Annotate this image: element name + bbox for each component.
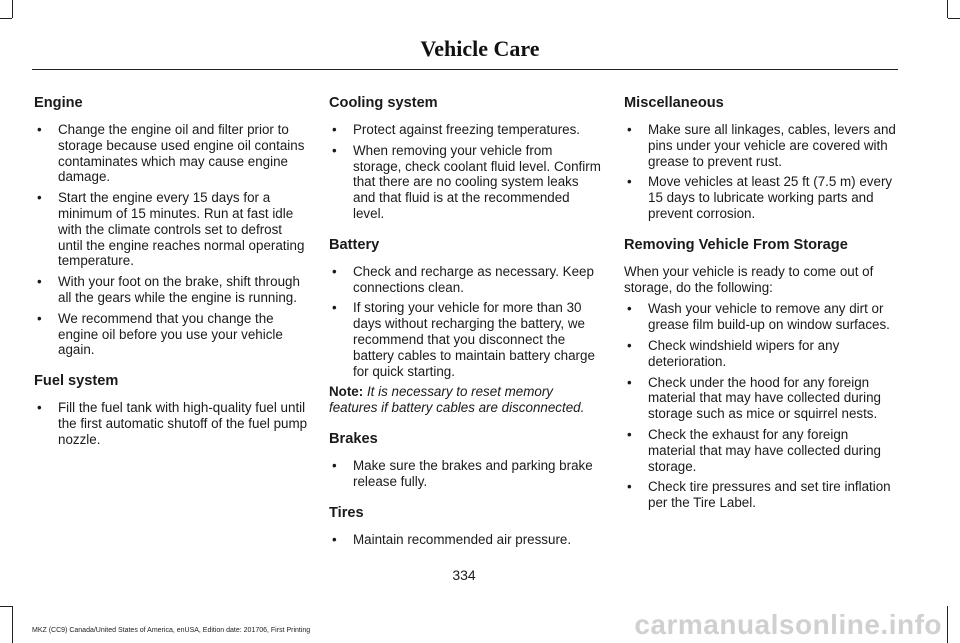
- list-item: [34, 311, 308, 358]
- battery-note: [329, 384, 603, 416]
- list-item: [329, 532, 603, 548]
- crop-mark-bottom-left-vertical: [12, 606, 13, 643]
- bullet-glyph: •: [627, 426, 632, 442]
- list-item-text: Check tire pressures and set tire inflation per the Tire Label.: [648, 479, 891, 511]
- note-text: It is necessary to reset memory features if battery cables are disconnected.: [329, 384, 585, 416]
- list-item: [34, 122, 308, 185]
- page-title: Vehicle Care: [420, 36, 540, 61]
- column-2: [329, 92, 603, 552]
- bullet-glyph: •: [332, 531, 337, 547]
- bullet-glyph: •: [627, 174, 632, 190]
- crop-mark-top-left-vertical: [12, 0, 13, 18]
- list-item: [624, 122, 898, 169]
- column-1: [34, 92, 308, 453]
- crop-mark-bottom-right-vertical: [947, 606, 948, 643]
- list-item-text: Protect against freezing temperatures.: [353, 122, 581, 137]
- bullet-glyph: •: [627, 301, 632, 317]
- note-label: Note:: [329, 384, 364, 400]
- removing-list: [624, 301, 898, 511]
- bullet-glyph: •: [332, 263, 337, 279]
- list-item: [34, 274, 308, 306]
- list-item: [34, 400, 308, 447]
- list-item-text: Maintain recommended air pressure.: [353, 531, 572, 547]
- list-item: [624, 427, 898, 474]
- list-item: [624, 338, 898, 370]
- list-item-text: When removing your vehicle from storage, check coolant fluid level. Confirm that there are no cooling system leaks and that fluid is at the recommended level.: [353, 142, 601, 221]
- bullet-glyph: •: [627, 479, 632, 495]
- section-heading-removing-from-storage: Removing Vehicle From Storage: [624, 236, 848, 253]
- bullet-glyph: •: [37, 190, 42, 206]
- list-item: [329, 143, 603, 222]
- list-item: [34, 190, 308, 269]
- list-item-text: Fill the fuel tank with high-quality fuel until the first automatic shutoff of the fuel pump nozzle.: [58, 400, 308, 447]
- bullet-glyph: •: [627, 122, 632, 137]
- list-item-text: Make sure all linkages, cables, levers and pins under your vehicle are covered with grease to prevent rust.: [648, 122, 896, 169]
- page-number: 334: [452, 567, 476, 583]
- list-item: [624, 479, 898, 511]
- crop-mark-top-left-horizontal: [0, 18, 12, 19]
- list-item-text: Check under the hood for any foreign material that may have collected during storage such as mice or squirrel nests.: [648, 374, 881, 422]
- section-heading-miscellaneous: Miscellaneous: [624, 95, 724, 111]
- list-item: [329, 264, 603, 296]
- bullet-glyph: •: [627, 337, 632, 353]
- brakes-list: [329, 458, 603, 490]
- bullet-glyph: •: [37, 122, 42, 137]
- engine-list: [34, 122, 308, 358]
- list-item: [624, 174, 898, 221]
- list-item-text: We recommend that you change the engine oil before you use your vehicle again.: [58, 310, 283, 358]
- tires-list: [329, 532, 603, 548]
- section-heading-fuel-system: Fuel system: [34, 373, 119, 390]
- list-item-text: Check and recharge as necessary. Keep connections clean.: [353, 263, 594, 295]
- list-item-text: Check the exhaust for any foreign material that may have collected during storage.: [648, 426, 881, 474]
- list-item-text: Wash your vehicle to remove any dirt or grease film build-up on window surfaces.: [648, 301, 890, 333]
- bullet-glyph: •: [37, 310, 42, 326]
- section-heading-cooling-system: Cooling system: [329, 95, 438, 111]
- bullet-glyph: •: [332, 122, 337, 137]
- column-3: [624, 92, 898, 516]
- watermark: carmanualsonline.info: [634, 609, 942, 640]
- crop-mark-top-right-vertical: [947, 0, 948, 18]
- list-item-text: Start the engine every 15 days for a minimum of 15 minutes. Run at fast idle with the climate controls set to defrost until the engine reaches normal operating temperature.: [58, 190, 305, 269]
- header-rule: [32, 69, 898, 70]
- edition-footer: MKZ (CC9) Canada/United States of America, enUSA, Edition date: 201706, First Printing: [32, 627, 311, 634]
- list-item-text: Change the engine oil and filter prior to storage because used engine oil contains contaminates which may cause engine damage.: [58, 122, 305, 185]
- fuel-system-list: [34, 400, 308, 447]
- list-item: [329, 458, 603, 490]
- bullet-glyph: •: [37, 400, 42, 416]
- crop-mark-bottom-left-horizontal: [0, 606, 12, 607]
- bullet-glyph: •: [332, 300, 337, 316]
- bullet-glyph: •: [37, 274, 42, 290]
- section-heading-battery: Battery: [329, 236, 380, 253]
- crop-mark-top-right-horizontal: [948, 18, 960, 19]
- section-heading-brakes: Brakes: [329, 430, 378, 447]
- list-item: [329, 122, 603, 138]
- list-item-text: If storing your vehicle for more than 30 days without recharging the battery, we recommend that you disconnect the battery cables to maintain battery charge for quick starting.: [353, 300, 595, 379]
- bullet-glyph: •: [627, 374, 632, 390]
- list-item-text: Check windshield wipers for any deterioration.: [648, 337, 840, 369]
- list-item: [624, 301, 898, 333]
- section-heading-engine: Engine: [34, 95, 83, 111]
- list-item-text: Make sure the brakes and parking brake release fully.: [353, 457, 593, 489]
- list-item: [329, 300, 603, 379]
- bullet-glyph: •: [332, 142, 337, 158]
- removing-intro: When your vehicle is ready to come out of storage, do the following:: [624, 263, 874, 295]
- list-item-text: Move vehicles at least 25 ft (7.5 m) every 15 days to lubricate working parts and prevent corrosion.: [648, 174, 893, 221]
- bullet-glyph: •: [332, 457, 337, 473]
- section-heading-tires: Tires: [329, 504, 364, 521]
- list-item-text: With your foot on the brake, shift through all the gears while the engine is running.: [58, 274, 300, 305]
- cooling-system-list: [329, 122, 603, 222]
- miscellaneous-list: [624, 122, 898, 222]
- battery-list: [329, 264, 603, 380]
- list-item: [624, 375, 898, 422]
